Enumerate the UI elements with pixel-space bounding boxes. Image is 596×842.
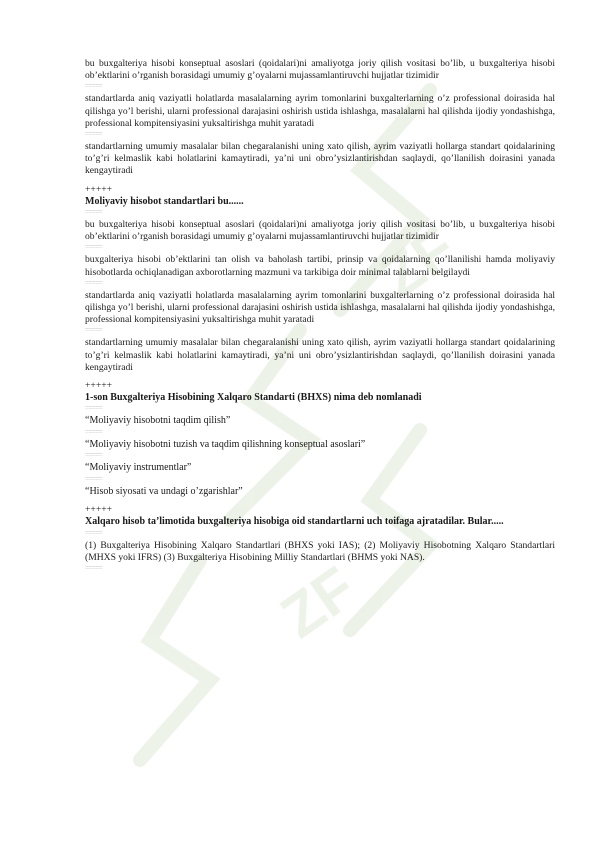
question-2	[85, 196, 555, 374]
answer-option: standartlarning umumiy masalalar bilan chegaralanishi uning xato qilish, ayrim vaziyatli hollarga standart qoidalarining to’g’ri kelmaslik kabi holatlarini kamaytiradi, ya’ni uni obro’ysizlantirishdan saqlaydi, qo’llanilish doirasini yanada kengaytiradi	[85, 337, 555, 373]
question-text: Xalqaro hisob ta’limotida buxgalteriya hisobiga oid standartlarni uch toifaga ajratadilar. Bular.....	[85, 516, 504, 528]
answer-option: standartlarda aniq vaziyatli holatlarda masalalarning ayrim tomonlarini buxgalterlarning o’z professional doirasida hal qilishga yo’l berishi, ularni professional darajasini oshirish ustida ishlashga, masalalarni hal qilishda ijodiy yondashishga, professional kompitensiyasini yuksaltirishga muhit yaratadi	[85, 93, 555, 129]
question-divider: +++++	[85, 504, 113, 516]
separator: =====	[85, 82, 103, 91]
separator: =====	[85, 208, 103, 217]
question-divider: +++++	[85, 183, 113, 195]
document-body	[85, 58, 555, 575]
answer-option: (1) Buxgalteriya Hisobining Xalqaro Standartlari (BHXS yoki IAS); (2) Moliyaviy Hisobotning Xalqaro Standartlari (MHXS yoki IFRS) (3) Buxgalteriya Hisobining Milliy Standartlari (BHMS yoki NAS).	[85, 539, 555, 563]
answer-option: bu buxgalteriya hisobi konseptual asoslari (qoidalari)ni amaliyotga joriy qilish vositasi bo’lib, u buxgalteriya hisobi ob’ektlarini o’rganish borasidagi umumiy g’oyalarni mujassamlantiruvchi hujjatlar tizimidir	[85, 58, 555, 82]
separator: =====	[85, 451, 103, 460]
question-4	[85, 516, 555, 573]
answer-block-1	[85, 58, 555, 178]
separator: =====	[85, 326, 103, 335]
question-text: Moliyaviy hisobot standartlari bu......	[85, 195, 244, 207]
separator: =====	[85, 474, 103, 483]
answer-option: “Moliyaviy hisobotni taqdim qilish”	[85, 415, 231, 427]
answer-option: buxgalteriya hisobi ob’ektlarini tan olish va baholash tartibi, prinsip va qoidalarning qo’llanilishi hamda moliyaviy hisobotlarda ochiqlanadigan axborotlarning mazmuni va tarkibiga doir minimal talablarni belgilaydi	[85, 254, 555, 278]
separator: =====	[85, 528, 103, 537]
answer-option: “Moliyaviy instrumentlar”	[85, 462, 192, 474]
separator: =====	[85, 427, 103, 436]
question-text: 1-son Buxgalteriya Hisobining Xalqaro Standarti (BHXS) nima deb nomlanadi	[85, 392, 422, 404]
separator: =====	[85, 130, 103, 139]
answer-option: standartlarning umumiy masalalar bilan chegaralanishi uning xato qilish, ayrim vaziyatli hollarga standart qoidalarining to’g’ri kelmaslik kabi holatlarini kamaytiradi, ya’ni uni obro’ysizlantirishdan saqlaydi, qo’llanilish doirasini yanada kengaytiradi	[85, 141, 555, 177]
svg-text:ZF: ZF	[269, 553, 368, 651]
question-3	[85, 392, 555, 498]
answer-option: bu buxgalteriya hisobi konseptual asoslari (qoidalari)ni amaliyotga joriy qilish vositasi bo’lib, u buxgalteriya hisobi ob’ektlarini o’rganish borasidagi umumiy g’oyalarni mujassamlantiruvchi hujjatlar tizimidir	[85, 219, 555, 243]
separator: =====	[85, 563, 103, 572]
svg-text:ZF: ZF	[369, 213, 468, 311]
answer-option: “Hisob siyosati va undagi o’zgarishlar”	[85, 485, 243, 497]
answer-option: standartlarda aniq vaziyatli holatlarda masalalarning ayrim tomonlarini buxgalterlarning o’z professional doirasida hal qilishga yo’l berishi, ularni professional darajasini oshirish ustida ishlashga, masalalarni hal qilishda ijodiy yondashishga, professional kompitensiyasini yuksaltirishga muhit yaratadi	[85, 289, 555, 326]
separator: =====	[85, 243, 103, 252]
separator: =====	[85, 278, 103, 287]
question-divider: +++++	[85, 380, 113, 392]
separator: =====	[85, 404, 103, 413]
answer-option: “Moliyaviy hisobotni tuzish va taqdim qilishning konseptual asoslari”	[85, 438, 366, 450]
